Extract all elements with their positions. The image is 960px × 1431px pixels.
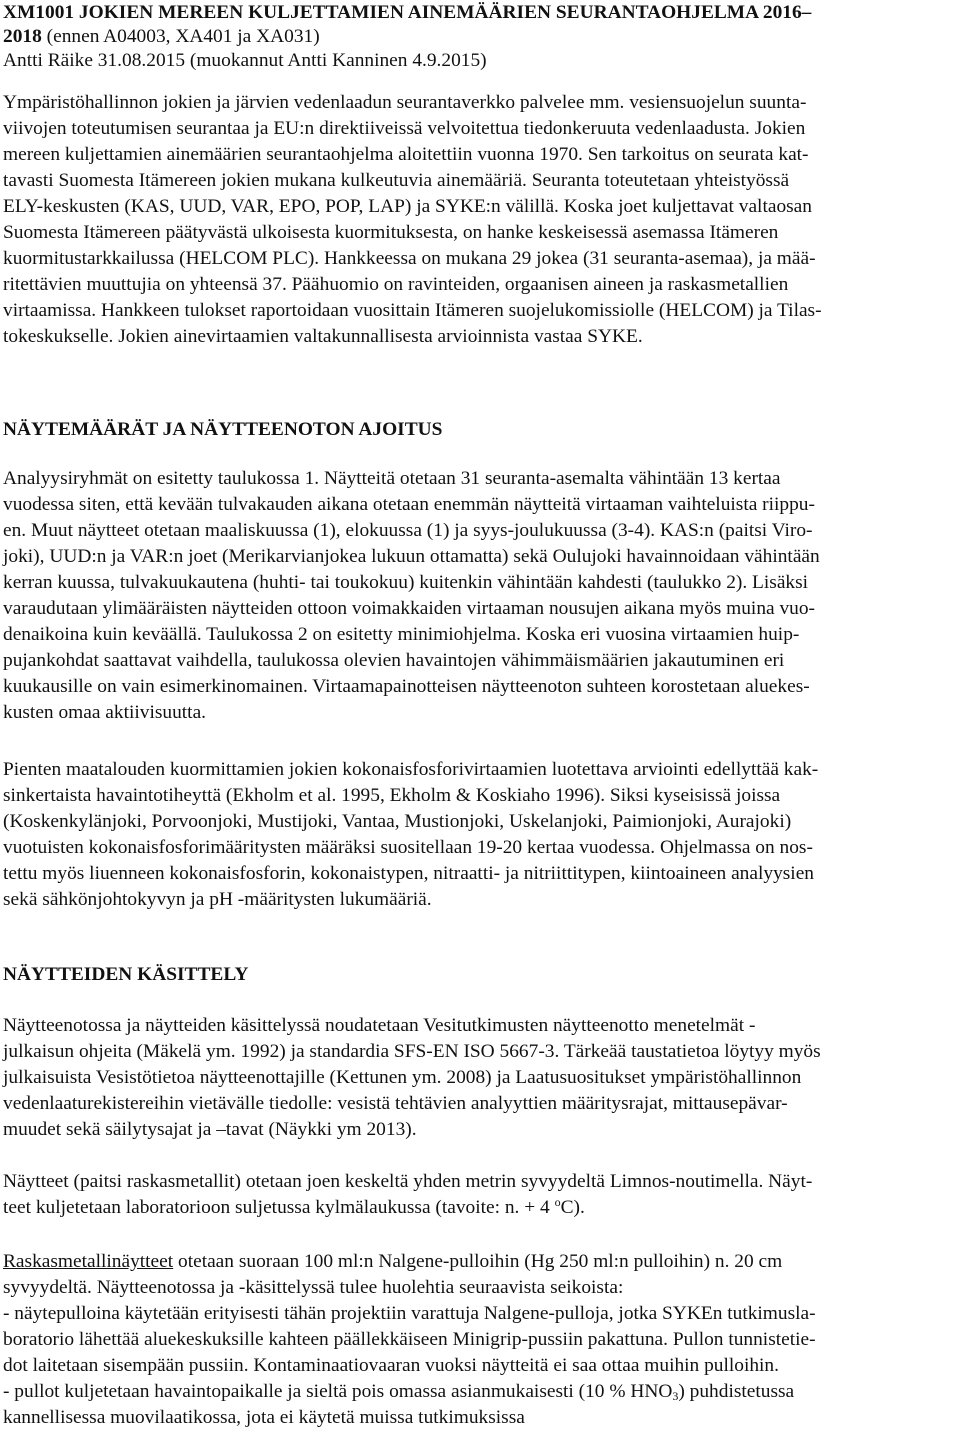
paragraph-line: tokeskukselle. Jokien ainevirtaamien valtakunnallisesta arvioinnista vastaa SYKE. — [3, 326, 643, 347]
paragraph-line: vuodessa siten, että kevään tulvakauden aikana otetaan enemmän näytteitä virtaaman vaihteluista riippu- — [3, 494, 815, 515]
sample-handling-paragraph-2 — [3, 1169, 812, 1221]
paragraph-line: denaikoina kuin keväällä. Taulukossa 2 on esitetty minimiohjelma. Koska eri vuosina virtaamien huip- — [3, 624, 800, 645]
paragraph-line: julkaisuista Vesistötietoa näytteenottajille (Kettunen ym. 2008) ja Laatusuositukset ympäristöhallinnon — [3, 1067, 802, 1088]
sample-amounts-paragraph-2 — [3, 757, 818, 913]
paragraph-line: syvyydeltä. Näytteenotossa ja -käsittelyssä tulee huolehtia seuraavista seikoista: — [3, 1277, 624, 1298]
paragraph-line: varaudutaan ylimääräisten näytteiden ottoon voimakkaiden virtaaman nousujen aikana myös muina vuo- — [3, 598, 816, 619]
paragraph-line: vuotuisten kokonaisfosforimääritysten määräksi suositellaan 19-20 kertaa vuodessa. Ohjelmassa on nos- — [3, 837, 813, 858]
paragraph-line: Ympäristöhallinnon jokien ja järvien vedenlaadun seurantaverkko palvelee mm. vesiensuojelun suunta- — [3, 92, 807, 113]
paragraph-line: Suomesta Itämereen päätyvästä ulkoisesta kuormituksesta, on hanke keskeisessä asemassa Itämeren — [3, 222, 779, 243]
title-years-end: 2018 — [3, 26, 42, 47]
paragraph-line: kannellisessa muovilaatikossa, jota ei käytetä muissa tutkimuksissa — [3, 1407, 525, 1428]
paragraph-line: ritettävien muuttujia on yhteensä 37. Päähuomio on ravinteiden, orgaanisen aineen ja raskasmetallien — [3, 274, 789, 295]
paragraph-line: sinkertaista havaintotiheyttä (Ekholm et al. 1995, Ekholm & Koskiaho 1996). Siksi kyseisissä joissa — [3, 785, 781, 806]
paragraph-line: vedenlaaturekistereihin vietävälle tiedolle: vesistä tehtävien analyyttien määritysrajat, mittausepävar- — [3, 1093, 788, 1114]
paragraph-line — [3, 1249, 816, 1275]
sample-handling-paragraph-1 — [3, 1013, 821, 1143]
paragraph-line: Analyysiryhmät on esitetty taulukossa 1. Näytteitä otetaan 31 seuranta-asemalta vähintään 13 kertaa — [3, 468, 781, 489]
paragraph-line: kusten omaa aktiivisuutta. — [3, 702, 207, 723]
paragraph-line: kuukausille on vain esimerkinomainen. Virtaamapainotteisen näytteenoton suhteen korostetaan aluekes- — [3, 676, 810, 697]
paragraph-line — [3, 1379, 816, 1405]
paragraph-line: Näytteet (paitsi raskasmetallit) otetaan joen keskeltä yhden metrin syvyydeltä Limnos-noutimella. Näyt- — [3, 1171, 813, 1192]
subscript: 3 — [672, 1389, 679, 1403]
paragraph-line: Näytteenotossa ja näytteiden käsittelyssä noudatetaan Vesitutkimusten näytteenotto menetelmät - — [3, 1015, 756, 1036]
paragraph-line: julkaisun ohjeita (Mäkelä ym. 1992) ja standardia SFS-EN ISO 5667-3. Tärkeää taustatietoa löytyy myös — [3, 1041, 821, 1062]
paragraph-line: kerran kuussa, tulvakuukautena (huhti- tai toukokuu) kuitenkin vähintään kahdesti (taulukko 2). Lisäksi — [3, 572, 809, 593]
paragraph-line: - näytepulloina käytetään erityisesti tähän projektiin varattuja Nalgene-pulloja, jotka SYKEn tutkimusla- — [3, 1303, 816, 1324]
paragraph-line: boratorio lähettää aluekeskuksille kahteen päällekkäiseen Minigrip-pussiin pakattuna. Pullon tunnistetie- — [3, 1329, 816, 1350]
paragraph-line: viivojen toteutumisen seurantaa ja EU:n direktiiveissä velvoitettua tiedonkeruuta vedenlaadusta. Jokien — [3, 118, 806, 139]
paragraph-line: mereen kuljettamien ainemäärien seurantaohjelma aloitettiin vuonna 1970. Sen tarkoitus on seurata kat- — [3, 144, 809, 165]
paragraph-line: dot laitetaan sisempään pussiin. Kontaminaatiovaaran vuoksi näytteitä ei saa ottaa muihin pulloihin. — [3, 1355, 779, 1376]
heavy-metals-paragraph — [3, 1249, 816, 1431]
paragraph-line: sekä sähkönjohtokyvyn ja pH -määritysten lukumääriä. — [3, 889, 432, 910]
author-line: Antti Räike 31.08.2015 (muokannut Antti Kanninen 4.9.2015) — [3, 50, 487, 71]
title-previous-codes: (ennen A04003, XA401 ja XA031) — [41, 26, 320, 47]
line-text: ) puhdistetussa — [678, 1381, 795, 1402]
heavy-metals-term: Raskasmetallinäytteet — [3, 1251, 174, 1272]
line-text: - pullot kuljetetaan havaintopaikalle ja sieltä pois omassa asianmukaisesti (10 % HNO — [3, 1381, 673, 1402]
paragraph-line — [3, 1195, 812, 1221]
paragraph-line: Pienten maatalouden kuormittamien jokien kokonaisfosforivirtaamien luotettava arviointi edellyttää kak- — [3, 759, 819, 780]
paragraph-line: en. Muut näytteet otetaan maaliskuussa (1), elokuussa (1) ja syys-joulukuussa (3-4). KAS:n (paitsi Viro- — [3, 520, 813, 541]
sample-amounts-paragraph-1 — [3, 466, 820, 726]
paragraph-line: pujankohdat saattavat vaihdella, taulukossa olevien havaintojen vähimmäismäärien jakautuminen eri — [3, 650, 785, 671]
paragraph-line: kuormitustarkkailussa (HELCOM PLC). Hankkeessa on mukana 29 jokea (31 seuranta-asemaa), ja mää- — [3, 248, 816, 269]
intro-paragraph — [3, 90, 822, 350]
degree-superscript: o — [554, 1195, 561, 1209]
section-heading-sample-amounts: NÄYTEMÄÄRÄT JA NÄYTTEENOTON AJOITUS — [3, 419, 443, 440]
paragraph-line: ELY-keskusten (KAS, UUD, VAR, EPO, POP, LAP) ja SYKE:n välillä. Koska joet kuljettavat valtaosan — [3, 196, 812, 217]
paragraph-line: muudet sekä säilytysajat ja –tavat (Näykki ym 2013). — [3, 1119, 417, 1140]
line-text: teet kuljetetaan laboratorioon suljetussa kylmälaukussa (tavoite: n. + 4 — [3, 1197, 555, 1218]
document-title-continued — [3, 25, 320, 49]
paragraph-line: (Koskenkylänjoki, Porvoonjoki, Mustijoki, Vantaa, Mustionjoki, Uskelanjoki, Paimionjoki, Aurajoki) — [3, 811, 792, 832]
document-title: XM1001 JOKIEN MEREEN KULJETTAMIEN AINEMÄÄRIEN SEURANTAOHJELMA 2016– — [3, 2, 812, 23]
line-text: C). — [560, 1197, 585, 1218]
line-text: otetaan suoraan 100 ml:n Nalgene-pulloihin (Hg 250 ml:n pulloihin) n. 20 cm — [173, 1251, 783, 1272]
paragraph-line: joki), UUD:n ja VAR:n joet (Merikarvianjokea lukuun ottamatta) sekä Oulujoki havainnoidaan vähintään — [3, 546, 820, 567]
paragraph-line: tavasti Suomesta Itämereen jokien mukana kulkeutuvia ainemääriä. Seuranta toteutetaan yhteistyössä — [3, 170, 790, 191]
paragraph-line: tettu myös liuenneen kokonaisfosforin, kokonaistypen, nitraatti- ja nitriittitypen, kiintoaineen analyysien — [3, 863, 814, 884]
section-heading-sample-handling: NÄYTTEIDEN KÄSITTELY — [3, 964, 249, 985]
paragraph-line: virtaamissa. Hankkeen tulokset raportoidaan vuosittain Itämeren suojelukomissiolle (HELCOM) ja Tilas- — [3, 300, 822, 321]
